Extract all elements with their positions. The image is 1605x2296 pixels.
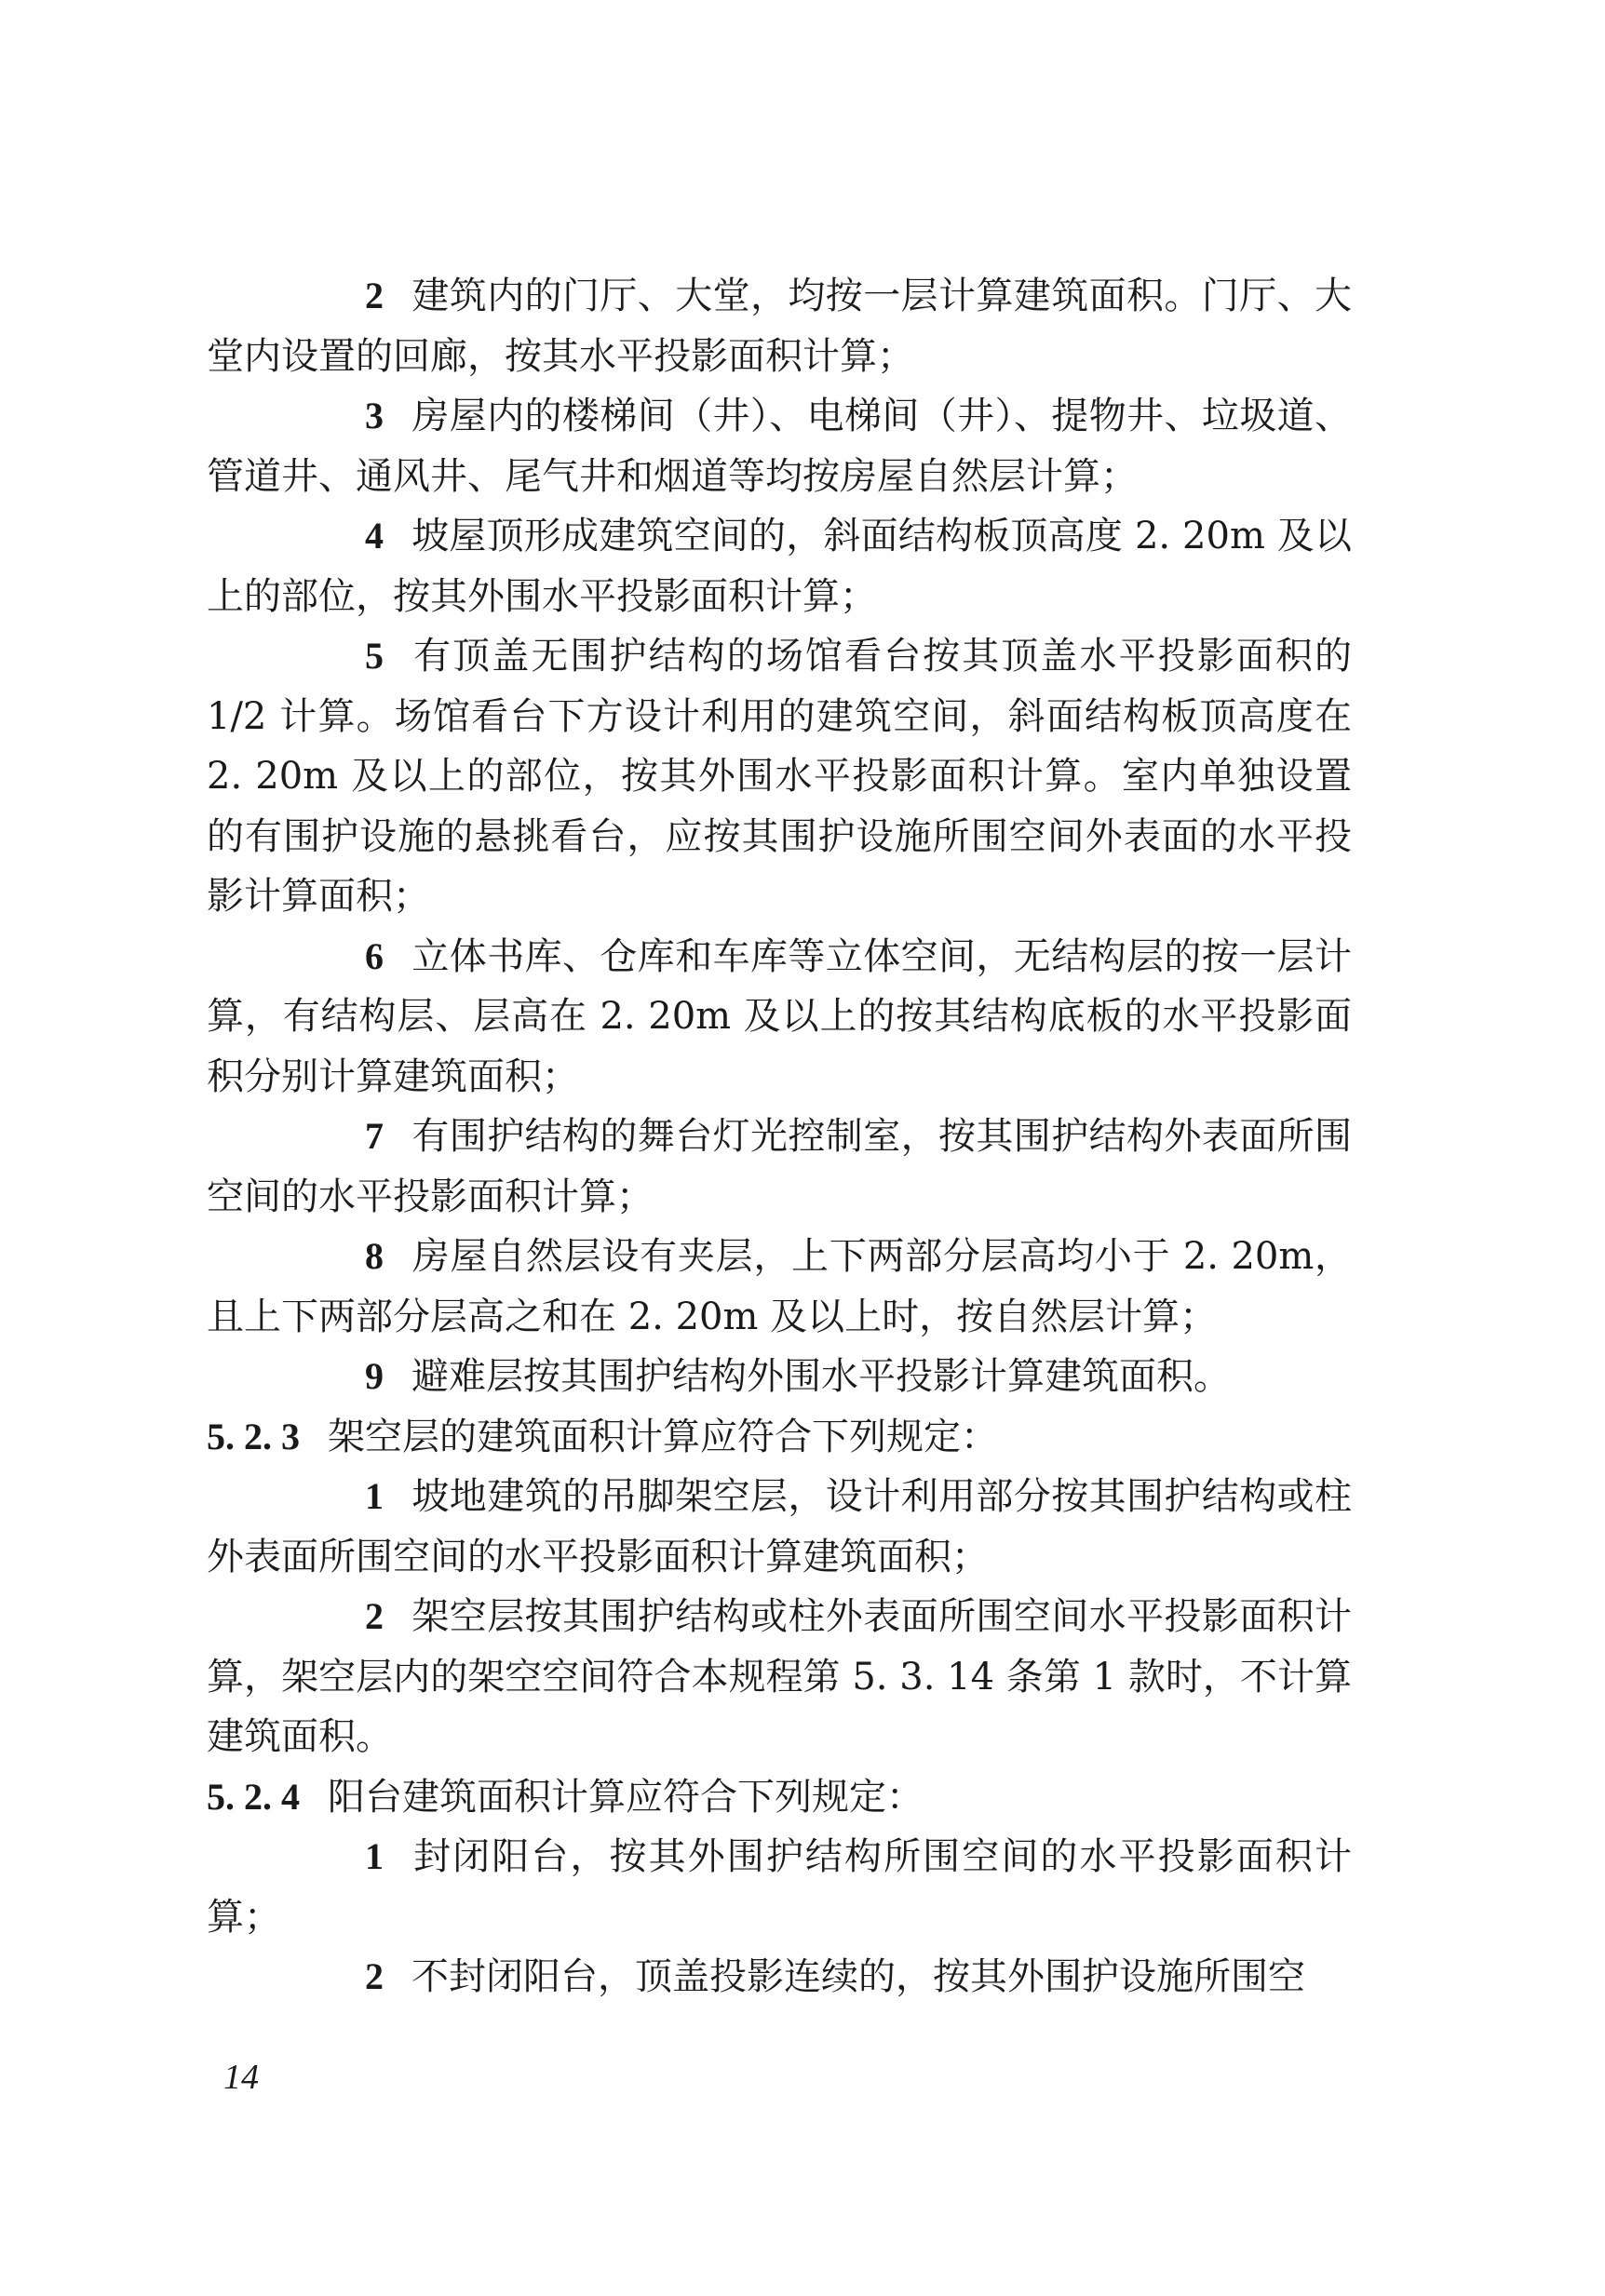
item-paragraph [207,1227,1352,1347]
item-paragraph [207,386,1352,506]
clause-heading [207,1767,1352,1828]
item-text: 坡屋顶形成建筑空间的，斜面结构板顶高度 2. 20m 及以上的部位，按其外围水平投影面积计算； [207,515,1352,618]
item-number: 6 [365,934,384,977]
item-text: 坡地建筑的吊脚架空层，设计利用部分按其围护结构或柱外表面所围空间的水平投影面积计算建筑面积； [207,1475,1352,1578]
item-number: 4 [365,515,384,557]
item-text: 封闭阳台，按其外围护结构所围空间的水平投影面积计算； [207,1835,1352,1939]
item-paragraph [207,1467,1352,1587]
item-text: 建筑内的门厅、大堂，均按一层计算建筑面积。门厅、大堂内设置的回廊，按其水平投影面积计算； [207,275,1352,378]
item-number: 2 [365,1595,384,1637]
item-text: 立体书库、仓库和车库等立体空间，无结构层的按一层计算，有结构层、层高在 2. 20m 及以上的按其结构底板的水平投影面积分别计算建筑面积； [207,934,1352,1098]
item-text: 有围护结构的舞台灯光控制室，按其围护结构外表面所围空间的水平投影面积计算； [207,1115,1352,1218]
item-text: 有顶盖无围护结构的场馆看台按其顶盖水平投影面积的 1/2 计算。场馆看台下方设计利用的建筑空间，斜面结构板顶高度在 2. 20m 及以上的部位，按其外围水平投影面积计算。室内单独设置的有围护设施的悬挑看台，应按其围护设施所围空间外表面的水平投影计算面积； [207,635,1352,918]
item-paragraph [207,1827,1352,1947]
item-paragraph [207,1947,1352,2007]
item-number: 9 [365,1355,384,1397]
clause-number: 5. 2. 4 [207,1775,300,1818]
item-paragraph [207,266,1352,386]
item-number: 7 [365,1115,384,1157]
item-text: 房屋自然层设有夹层，上下两部分层高均小于 2. 20m，且上下两部分层高之和在 2. 20m 及以上时，按自然层计算； [207,1235,1352,1338]
item-paragraph [207,1107,1352,1227]
page-number: 14 [223,2058,259,2097]
item-text: 房屋内的楼梯间（井）、电梯间（井）、提物井、垃圾道、管道井、通风井、尾气井和烟道等均按房屋自然层计算； [207,395,1352,498]
item-number: 2 [365,1955,384,1997]
item-text: 架空层按其围护结构或柱外表面所围空间水平投影面积计算，架空层内的架空空间符合本规程第 5. 3. 14 条第 1 款时，不计算建筑面积。 [207,1595,1352,1758]
item-paragraph [207,1347,1352,1407]
clause-heading [207,1407,1352,1468]
item-text: 避难层按其围护结构外围水平投影计算建筑面积。 [411,1355,1231,1398]
item-text: 不封闭阳台，顶盖投影连续的，按其外围护设施所围空 [411,1955,1305,1998]
clause-text: 阳台建筑面积计算应符合下列规定： [328,1775,924,1819]
item-number: 2 [365,275,384,316]
item-number: 1 [365,1835,384,1877]
clause-text: 架空层的建筑面积计算应符合下列规定： [328,1415,998,1458]
item-number: 8 [365,1235,384,1277]
item-paragraph [207,506,1352,626]
page-body [207,266,1352,2007]
item-paragraph [207,1587,1352,1767]
item-number: 5 [365,635,384,677]
item-paragraph [207,626,1352,927]
item-number: 3 [365,395,384,436]
item-paragraph [207,927,1352,1108]
item-number: 1 [365,1475,384,1517]
clause-number: 5. 2. 3 [207,1415,300,1457]
